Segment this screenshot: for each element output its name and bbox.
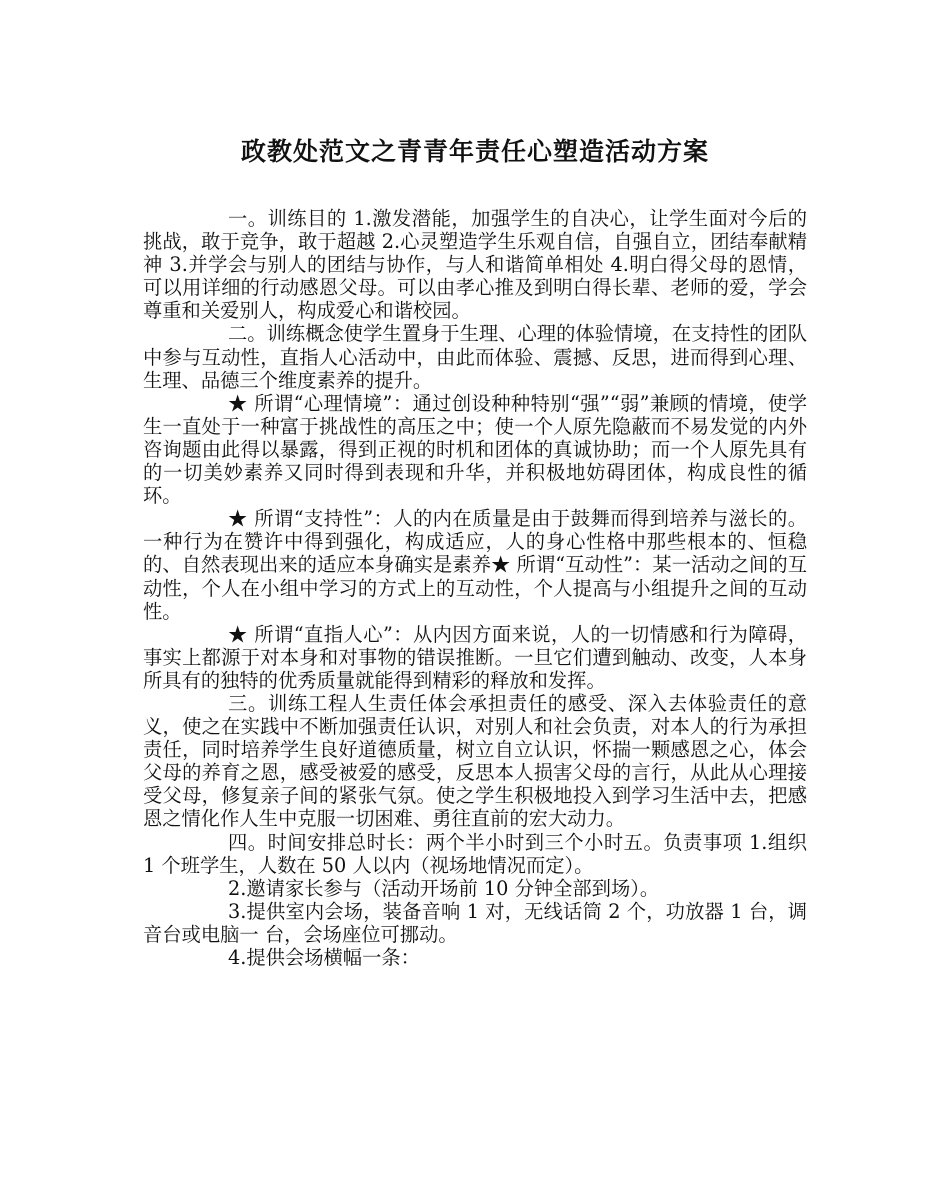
- paragraph-venue-equipment: 3.提供室内会场，装备音响 1 对，无线话筒 2 个，功放器 1 台，调音台或电脑一 台，会场座位可挪动。: [143, 899, 807, 946]
- paragraph-banner: 4.提供会场横幅一条：: [228, 946, 420, 969]
- paragraph-training-project: 三。训练工程人生责任体会承担责任的感受、深入去体验责任的意义，使之在实践中不断加强责任认识，对别人和社会负责，对本人的行为承担责任，同时培养学生良好道德质量，树立自立认识，怀揣一颗感恩之心，体会父母的养育之恩，感受被爱的感受，反思本人损害父母的言行，从此从心理接受父母，修复亲子间的紧张气氛。使之学生积极地投入到学习生活中去，把感恩之情化作人生中克服一切困难、勇往直前的宏大动力。: [143, 691, 807, 831]
- paragraph-training-goals: 一。训练目的 1.激发潜能，加强学生的自决心，让学生面对今后的挑战，敢于竞争，敢于超越 2.心灵塑造学生乐观自信，自强自立，团结奉献精神 3.并学会与别人的团结与协作，与人和谐简单相处 4.明白得父母的恩情，可以用详细的行动感恩父母。可以由孝心推及到明白得长辈、老师的爱，学会尊重和关爱别人，构成爱心和谐校园。: [143, 207, 807, 323]
- document-body: [143, 207, 807, 969]
- paragraph-straight-to-heart: ★ 所谓“直指人心”：从内因方面来说，人的一切情感和行为障碍，事实上都源于对本身和对事物的错误推断。一旦它们遭到触动、改变，人本身所具有的独特的优秀质量就能得到精彩的释放和发挥。: [143, 622, 807, 692]
- document-title: 政教处范文之青青年责任心塑造活动方案: [240, 137, 709, 166]
- paragraph-supportiveness: ★ 所谓“支持性”：人的内在质量是由于鼓舞而得到培养与滋长的。一种行为在赞许中得到强化，构成适应，人的身心性格中那些根本的、恒稳的、自然表现出来的适应本身确实是素养★ 所谓“互动性”：某一活动之间的互动性，个人在小组中学习的方式上的互动性，个人提高与小组提升之间的互动性。: [143, 507, 807, 623]
- paragraph-time-arrangement: 四。时间安排总时长：两个半小时到三个小时五。负责事项 1.组织 1 个班学生，人数在 50 人以内（视场地情况而定）。: [143, 830, 807, 877]
- paragraph-invite-parents: 2.邀请家长参与（活动开场前 10 分钟全部到场）。: [228, 876, 660, 900]
- paragraph-psychological-situation: ★ 所谓“心理情境”：通过创设种种特别“强”“弱”兼顾的情境，使学生一直处于一种富于挑战性的高压之中；使一个人原先隐蔽而不易发觉的内外咨询题由此得以暴露，得到正视的时机和团体的真诚协助；而一个人原先具有的一切美妙素养又同时得到表现和升华，并积极地妨碍团体，构成良性的循环。: [143, 391, 807, 508]
- paragraph-training-concept: 二。训练概念使学生置身于生理、心理的体验情境，在支持性的团队中参与互动性，直指人心活动中，由此而体验、震撼、反思，进而得到心理、生理、品德三个维度素养的提升。: [143, 322, 807, 392]
